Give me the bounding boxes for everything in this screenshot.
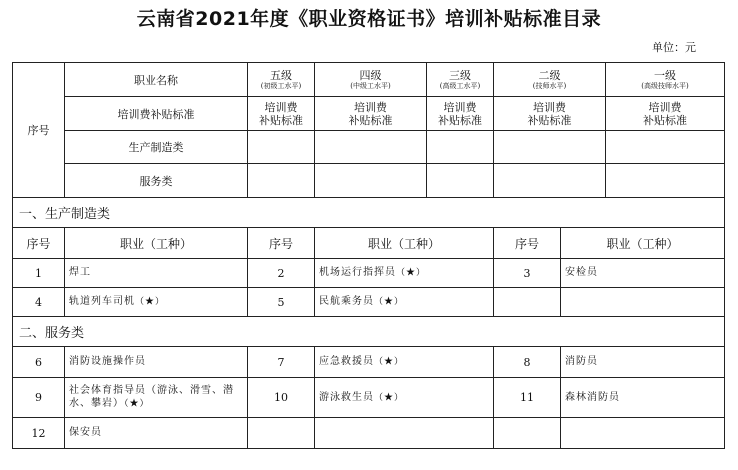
row-number: 3 — [494, 259, 561, 288]
row-number: 10 — [248, 378, 315, 418]
row-number: 11 — [494, 378, 561, 418]
list-header-row — [13, 228, 725, 259]
subsidy-cell: 培训费 补贴标准 — [606, 97, 725, 131]
occupation-cell: 消防员 — [561, 347, 725, 378]
row-number — [494, 288, 561, 317]
category-service: 服务类 — [65, 164, 248, 198]
summary-seq-header: 序号 — [13, 63, 65, 198]
summary-level-row — [13, 63, 725, 97]
occupation-cell: 焊工 — [65, 259, 248, 288]
subsidy-cell: 培训费 补贴标准 — [248, 97, 315, 131]
level-1-header: 一级 (高级技师水平) — [606, 63, 725, 97]
occupation-cell: 轨道列车司机（★） — [65, 288, 248, 317]
occupation-cell: 森林消防员 — [561, 378, 725, 418]
subsidy-cell: 培训费 补贴标准 — [427, 97, 494, 131]
row-number: 4 — [13, 288, 65, 317]
occupation-cell: 消防设施操作员 — [65, 347, 248, 378]
unit-label: 单位：元 — [652, 41, 696, 54]
row-number: 7 — [248, 347, 315, 378]
section-row — [13, 317, 725, 347]
occupation-cell: 民航乘务员（★） — [315, 288, 494, 317]
subsidy-cell: 培训费 补贴标准 — [315, 97, 427, 131]
level-3-header: 三级 (高级工水平) — [427, 63, 494, 97]
row-number: 5 — [248, 288, 315, 317]
row-number: 9 — [13, 378, 65, 418]
row-number — [248, 418, 315, 449]
row-number: 6 — [13, 347, 65, 378]
occupation-name-header: 职业名称 — [65, 63, 248, 97]
table-row — [13, 259, 725, 288]
occupation-cell — [561, 288, 725, 317]
level-2-header: 二级 (技师水平) — [494, 63, 606, 97]
section-row — [13, 198, 725, 228]
table-row — [13, 288, 725, 317]
occupation-cell: 游泳救生员（★） — [315, 378, 494, 418]
occupation-cell: 社会体育指导员（游泳、滑雪、潜水、攀岩）（★） — [65, 378, 248, 418]
occupation-cell: 安检员 — [561, 259, 725, 288]
level-5-header: 五级 (初级工水平) — [248, 63, 315, 97]
row-number: 1 — [13, 259, 65, 288]
table-row — [13, 418, 725, 449]
occupation-cell: 保安员 — [65, 418, 248, 449]
section-title-manufacturing: 一、生产制造类 — [13, 198, 725, 228]
occupation-header: 职业（工种） — [561, 228, 725, 259]
row-number: 8 — [494, 347, 561, 378]
page-title: 云南省2021年度《职业资格证书》培训补贴标准目录 — [136, 8, 602, 30]
seq-header: 序号 — [248, 228, 315, 259]
subsidy-table — [12, 62, 725, 198]
occupation-cell: 应急救援员（★） — [315, 347, 494, 378]
category-manufacturing: 生产制造类 — [65, 131, 248, 164]
table-row — [13, 378, 725, 418]
summary-category-row — [13, 131, 725, 164]
level-4-header: 四级 (中级工水平) — [315, 63, 427, 97]
occupation-cell — [561, 418, 725, 449]
row-number — [494, 418, 561, 449]
seq-header: 序号 — [13, 228, 65, 259]
subsidy-label: 培训费补贴标准 — [65, 97, 248, 131]
row-number: 12 — [13, 418, 65, 449]
row-number: 2 — [248, 259, 315, 288]
seq-header: 序号 — [494, 228, 561, 259]
occupation-header: 职业（工种） — [315, 228, 494, 259]
occupation-header: 职业（工种） — [65, 228, 248, 259]
subsidy-standard-row — [13, 97, 725, 131]
subsidy-cell: 培训费 补贴标准 — [494, 97, 606, 131]
occupation-cell — [315, 418, 494, 449]
occupation-list-table — [12, 197, 725, 449]
table-row — [13, 347, 725, 378]
occupation-cell: 机场运行指挥员（★） — [315, 259, 494, 288]
summary-category-row — [13, 164, 725, 198]
section-title-service: 二、服务类 — [13, 317, 725, 347]
